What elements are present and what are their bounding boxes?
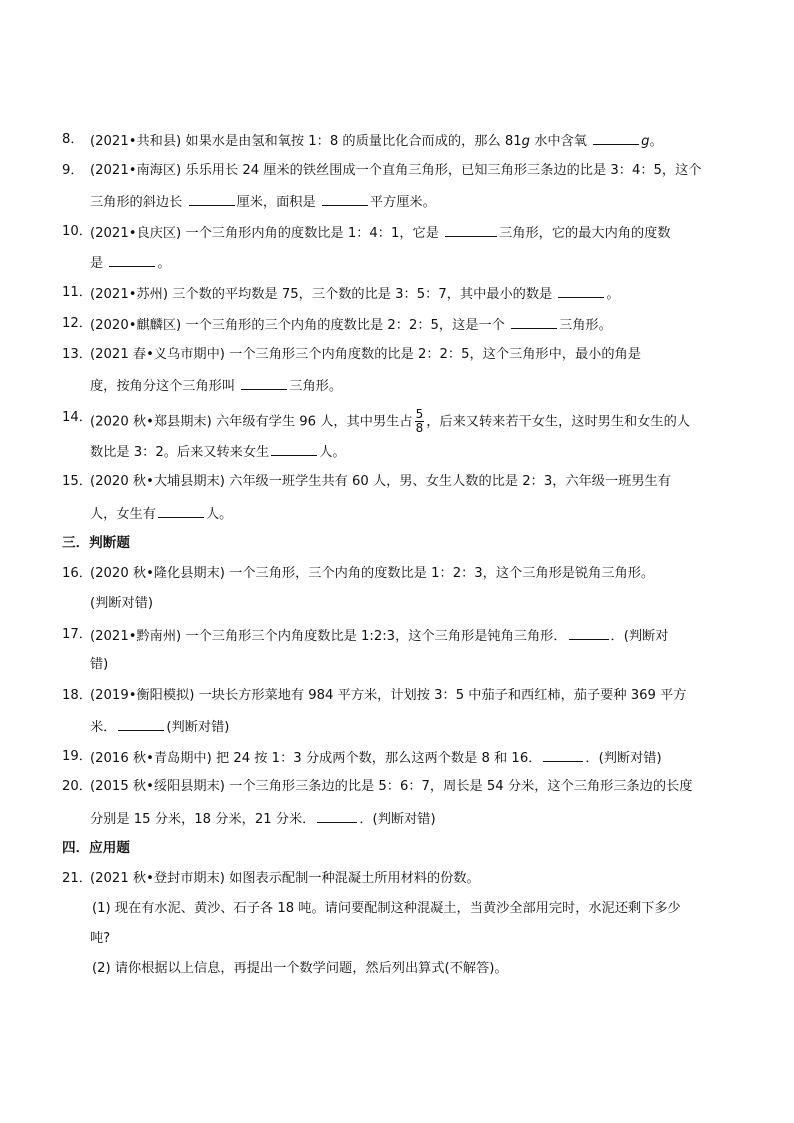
answer-blank[interactable] — [241, 375, 287, 390]
question-text: (2021 春•义乌市期中) 一个三角形三个内角度数的比是 2：2：5，这个三角形中，最小的角是 — [90, 347, 641, 362]
question-15-line2 — [90, 503, 232, 525]
question-14-line1 — [62, 407, 690, 435]
answer-blank[interactable] — [189, 191, 235, 206]
question-number: 17． — [62, 627, 92, 642]
question-13-line2 — [90, 375, 342, 397]
question-number: 14． — [62, 410, 92, 425]
question-text: 三角形。 — [559, 318, 612, 333]
question-text: (1) 现在有水泥、黄沙、石子各 18 吨。请问要配制这种混凝土，当黄沙全部用完时，水泥还剩下多少 — [92, 901, 681, 916]
answer-blank[interactable] — [322, 191, 368, 206]
question-text: (2016 秋•青岛期中) 把 24 按 1：3 分成两个数，那么这两个数是 8 和 16． — [90, 751, 542, 766]
question-number: 11． — [62, 285, 92, 300]
question-16-line2 — [90, 594, 153, 614]
question-text: (判断对错) — [166, 720, 230, 735]
question-number: 8． — [62, 132, 84, 147]
punct: 。 — [649, 134, 663, 149]
question-text: (2020 秋•郑县期末) 六年级有学生 96 人，其中男生占 — [90, 414, 413, 430]
fraction — [415, 408, 425, 435]
answer-blank[interactable] — [118, 716, 164, 731]
question-text: 水中含氧 — [530, 134, 592, 149]
answer-blank[interactable] — [158, 503, 204, 518]
question-text: ．(判断对 — [610, 629, 669, 644]
question-text: (2021•苏州) 三个数的平均数是 75，三个数的比是 3：5：7，其中最小的数是 — [90, 287, 557, 302]
question-number: 13． — [62, 347, 92, 362]
question-text: 错) — [90, 657, 109, 672]
question-text: 平方厘米。 — [369, 195, 436, 210]
question-text: (2020•麒麟区) 一个三角形的三个内角的度数比是 2：2：5，这是一个 — [90, 318, 510, 333]
question-text: 米． — [90, 720, 117, 735]
question-9-line2 — [90, 191, 436, 213]
fraction-denominator: 8 — [415, 421, 424, 435]
question-number: 19． — [62, 749, 92, 764]
unit-g: g — [641, 134, 650, 149]
question-21-part1 — [92, 899, 681, 919]
answer-blank[interactable] — [511, 314, 557, 329]
question-text: 是 — [90, 256, 108, 271]
unit-g: g — [521, 134, 531, 149]
question-text: (2) 请你根据以上信息，再提出一个数学问题，然后列出算式(不解答)。 — [92, 961, 508, 976]
question-17-line2 — [90, 655, 108, 675]
question-number: 18． — [62, 688, 92, 703]
question-text: (2019•衡阳模拟) 一块长方形菜地有 984 平方米，计划按 3：5 中茄子和西红柿，茄子要种 369 平方 — [90, 688, 687, 703]
question-text: (2021 秋•登封市期末) 如图表示配制一种混凝土所用材料的份数。 — [90, 871, 480, 886]
answer-blank[interactable] — [558, 283, 604, 298]
question-text: (2021•共和县) 如果水是由氢和氧按 1：8 的质量比化合而成的，那么 81 — [90, 134, 522, 149]
question-text: 数比是 3：2。后来又转来女生 — [90, 445, 270, 460]
question-18-line2 — [90, 716, 229, 738]
question-16-line1 — [62, 564, 655, 584]
answer-blank[interactable] — [317, 808, 357, 823]
answer-blank[interactable] — [109, 252, 155, 267]
question-9-line1 — [62, 161, 702, 181]
question-8 — [62, 130, 663, 152]
question-12 — [62, 314, 612, 336]
question-number: 10． — [62, 224, 92, 239]
question-text: ．(判断对错) — [359, 812, 436, 827]
question-11 — [62, 283, 620, 305]
question-number: 9． — [62, 163, 84, 178]
question-text: 吨? — [90, 931, 111, 946]
question-number: 15． — [62, 474, 92, 489]
question-text: (2021•良庆区) 一个三角形内角的度数比是 1：4：1，它是 — [90, 226, 444, 241]
question-14-line2 — [90, 441, 346, 463]
question-text: 分别是 15 分米，18 分米，21 分米． — [90, 812, 316, 827]
question-text: 三角形。 — [289, 379, 343, 394]
question-21-line1 — [62, 869, 480, 889]
answer-blank[interactable] — [543, 747, 583, 762]
fraction-numerator: 5 — [415, 407, 424, 421]
answer-blank[interactable] — [271, 441, 317, 456]
section-heading: 三．判断题 — [62, 535, 130, 551]
question-text: (2015 秋•绥阳县期末) 一个三角形三条边的比是 5：6：7，周长是 54 分米，这个三角形三条边的长度 — [90, 779, 693, 794]
question-10-line1 — [62, 222, 671, 244]
question-text: 。 — [157, 256, 171, 271]
question-text: (2021•南海区) 乐乐用长 24 厘米的铁丝围成一个直角三角形，已知三角形三条边的比是 3：4：5，这个 — [90, 163, 702, 178]
question-text: 三角形的斜边长 — [90, 195, 187, 210]
question-text: ，后来又转来若干女生，这时男生和女生的人 — [426, 414, 690, 430]
question-21-part1-cont — [90, 929, 110, 949]
question-number: 20． — [62, 779, 92, 794]
question-number: 16． — [62, 566, 92, 581]
question-text: ．(判断对错) — [585, 751, 662, 766]
question-text: (2021•黔南州) 一个三角形三个内角度数比是 1:2:3，这个三角形是钝角三角形． — [90, 629, 567, 644]
answer-blank[interactable] — [569, 625, 609, 640]
question-text: 度，按角分这个三角形叫 — [90, 379, 240, 394]
question-20-line2 — [90, 808, 436, 830]
question-text: (2020 秋•隆化县期末) 一个三角形，三个内角的度数比是 1：2：3，这个三角形是锐角三角形。 — [90, 566, 655, 581]
question-number: 12． — [62, 316, 92, 331]
question-19 — [62, 747, 662, 769]
question-10-line2 — [90, 252, 171, 274]
section-heading: 四．应用题 — [62, 840, 130, 856]
answer-blank[interactable] — [593, 130, 639, 145]
question-number: 21． — [62, 871, 92, 886]
question-17-line1 — [62, 625, 669, 647]
question-text: 。 — [606, 287, 620, 302]
question-text: 厘米，面积是 — [236, 195, 320, 210]
question-15-line1 — [62, 472, 671, 492]
question-text: (2020 秋•大埔县期末) 六年级一班学生共有 60 人，男、女生人数的比是 2：3，六年级一班男生有 — [90, 474, 671, 489]
question-21-part2 — [92, 959, 508, 979]
question-text: 人。 — [205, 507, 233, 522]
question-text: 三角形，它的最大内角的度数 — [499, 226, 671, 241]
answer-blank[interactable] — [445, 222, 497, 237]
question-13-line1 — [62, 345, 641, 365]
question-20-line1 — [62, 777, 693, 797]
question-18-line1 — [62, 686, 687, 706]
question-text: 人，女生有 — [90, 507, 156, 522]
question-text: (判断对错) — [90, 596, 154, 611]
question-text: 人。 — [319, 445, 346, 460]
